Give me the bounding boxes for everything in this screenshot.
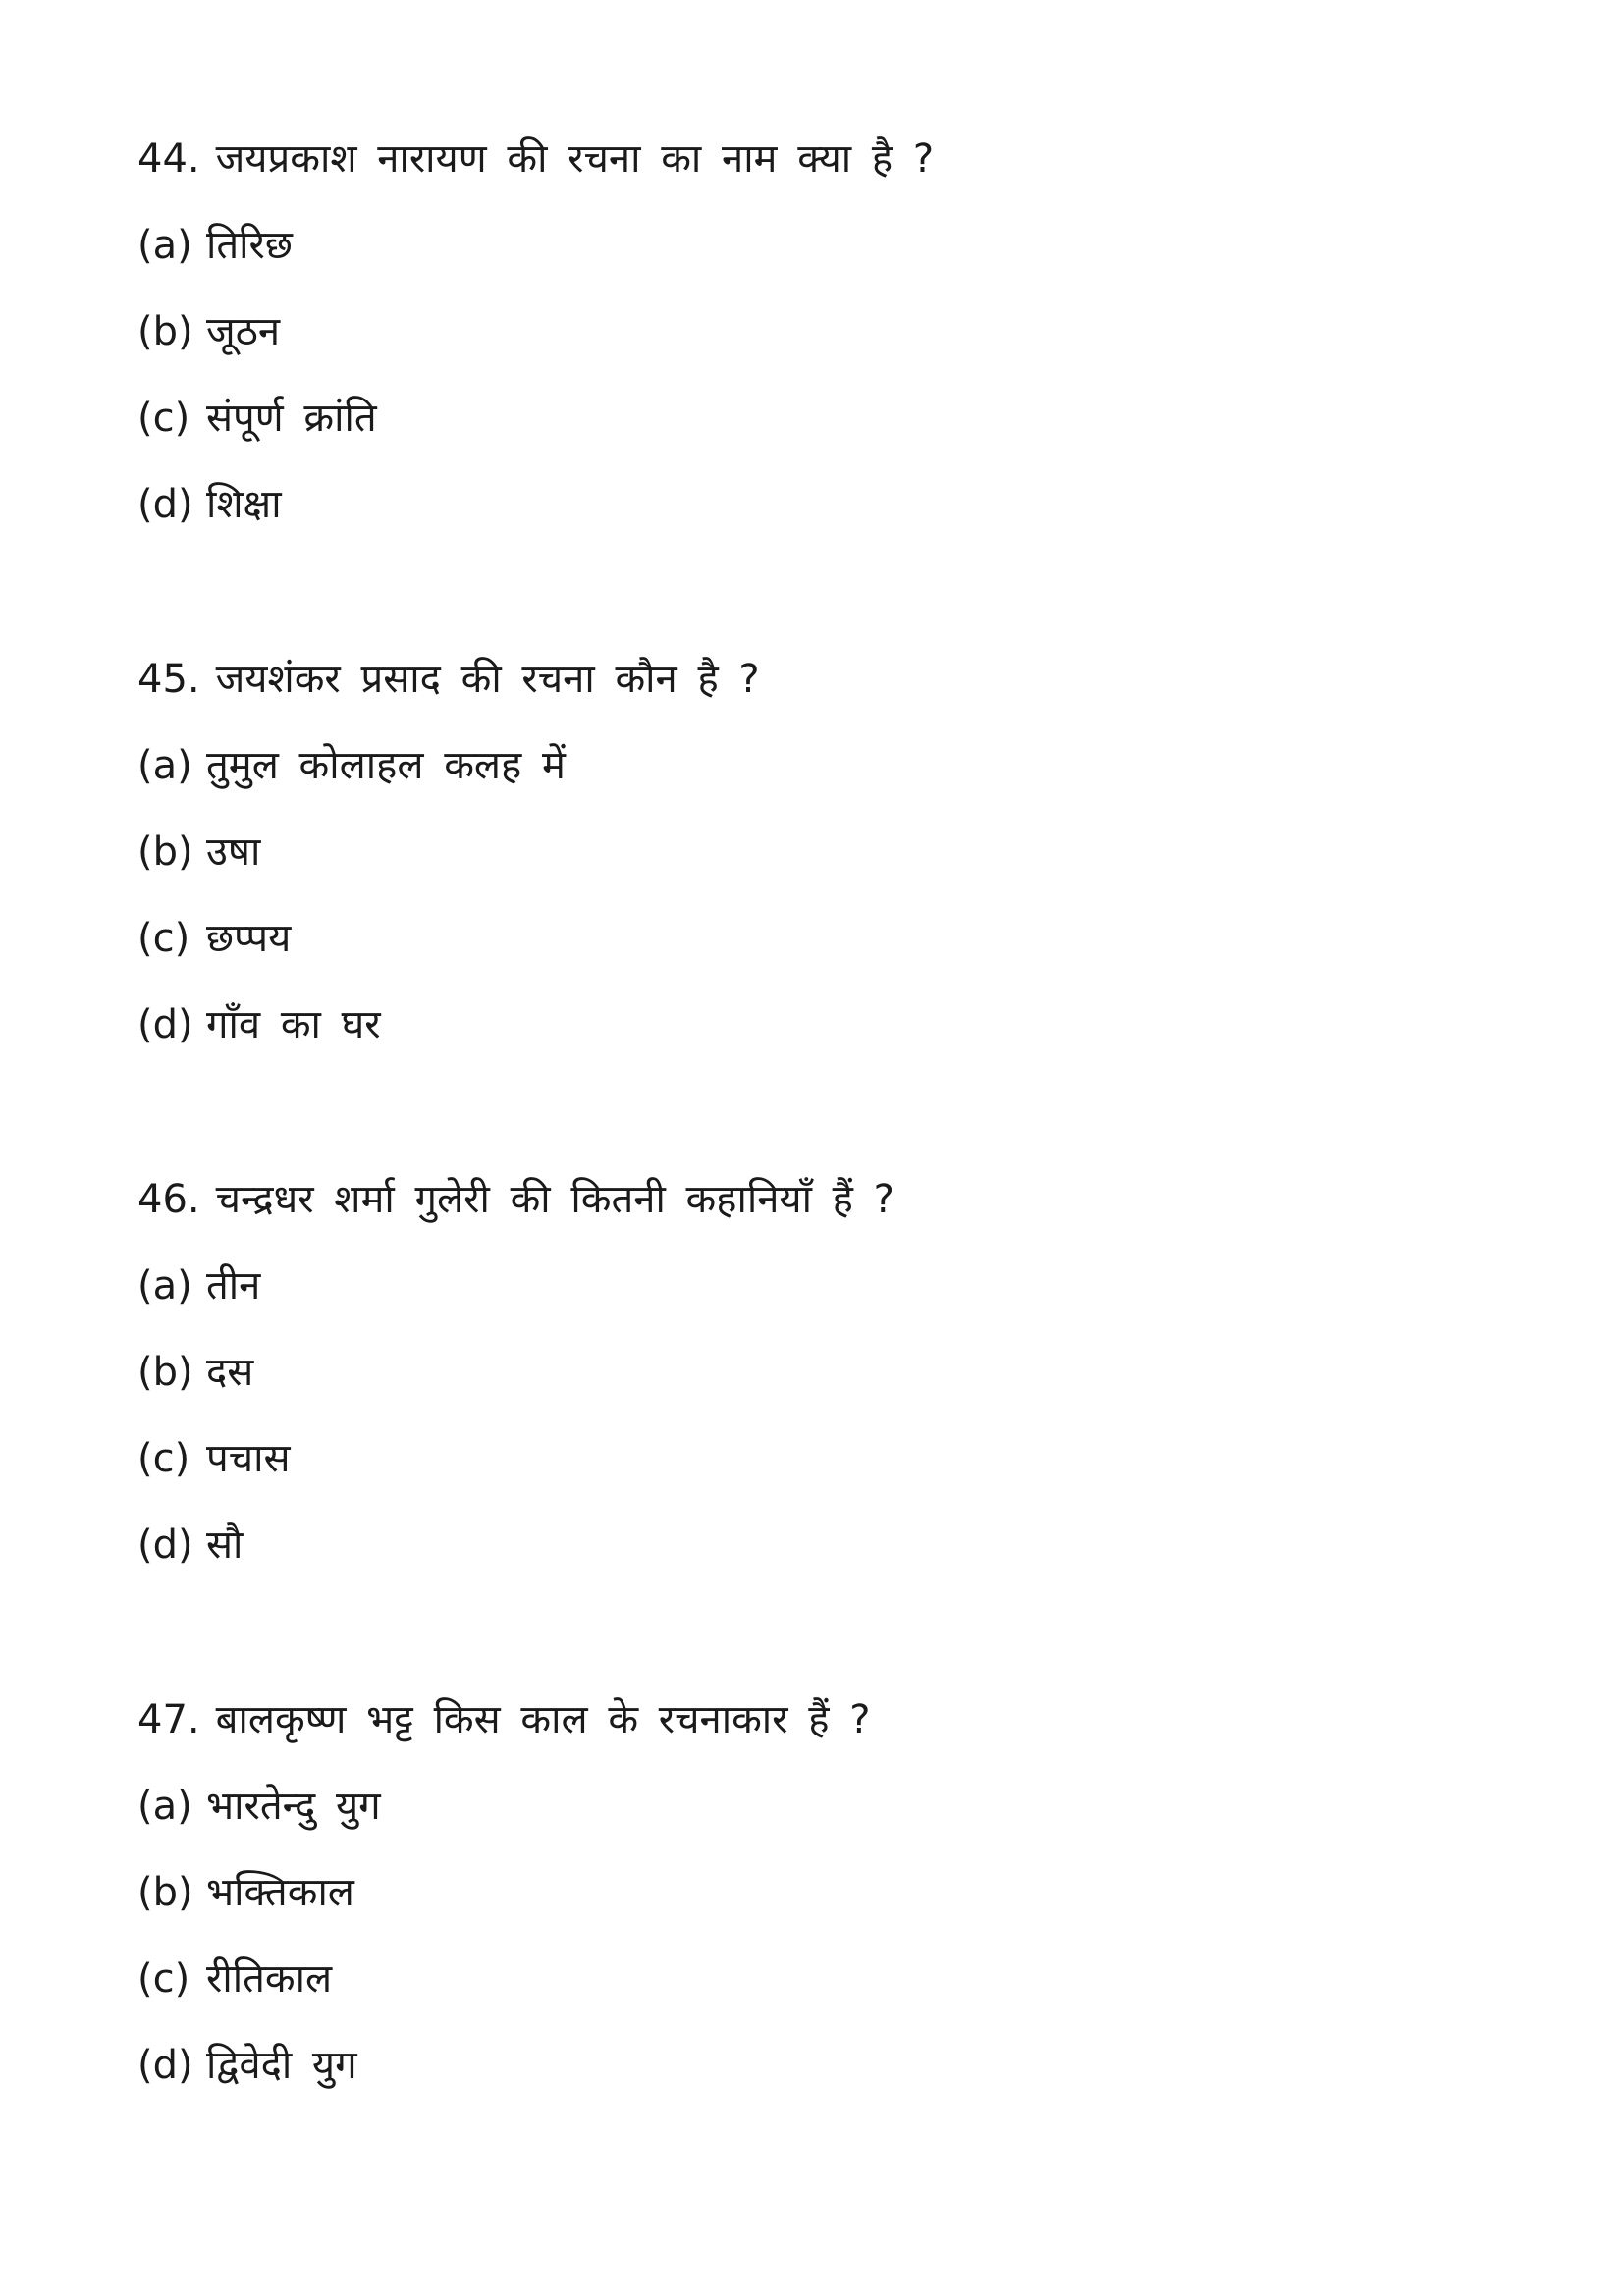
options-list <box>137 1763 1512 2109</box>
option-text: शिक्षा <box>206 482 282 527</box>
option-b[interactable] <box>137 1329 1512 1415</box>
question-45 <box>137 636 1512 1068</box>
options-list <box>137 1243 1512 1588</box>
option-label: (c) <box>137 396 190 441</box>
option-text: तिरिछ <box>206 223 293 268</box>
option-d[interactable] <box>137 1502 1512 1588</box>
option-label: (b) <box>137 1350 193 1395</box>
option-b[interactable] <box>137 809 1512 895</box>
option-text: तीन <box>206 1263 261 1308</box>
question-text: जयशंकर प्रसाद की रचना कौन है ? <box>215 657 760 702</box>
option-d[interactable] <box>137 982 1512 1068</box>
question-text: बालकृष्ण भट्ट किस काल के रचनाकार हैं ? <box>215 1697 871 1742</box>
option-c[interactable] <box>137 375 1512 461</box>
option-label: (a) <box>137 1784 192 1829</box>
option-label: (d) <box>137 1002 193 1047</box>
option-c[interactable] <box>137 1415 1512 1502</box>
option-b[interactable] <box>137 289 1512 375</box>
option-text: भारतेन्दु युग <box>206 1784 381 1829</box>
option-text: उषा <box>206 829 261 875</box>
option-label: (c) <box>137 1436 190 1481</box>
option-text: भक्तिकाल <box>206 1870 354 1915</box>
question-text: चन्द्रधर शर्मा गुलेरी की कितनी कहानियाँ हैं ? <box>215 1177 894 1222</box>
question-number: 47. <box>137 1697 200 1742</box>
option-text: छप्पय <box>206 916 292 961</box>
option-label: (a) <box>137 743 192 788</box>
option-a[interactable] <box>137 1243 1512 1329</box>
question-number: 44. <box>137 136 200 182</box>
option-d[interactable] <box>137 461 1512 548</box>
question-number: 45. <box>137 657 200 702</box>
option-text: द्विवेदी युग <box>206 2043 357 2088</box>
option-label: (a) <box>137 223 192 268</box>
option-label: (d) <box>137 482 193 527</box>
option-text: तुमुल कोलाहल कलह में <box>206 743 566 788</box>
option-label: (b) <box>137 309 193 354</box>
option-c[interactable] <box>137 895 1512 982</box>
question-44 <box>137 116 1512 548</box>
option-label: (d) <box>137 2043 193 2088</box>
question-stem <box>137 116 1512 202</box>
option-label: (b) <box>137 829 193 875</box>
question-number: 46. <box>137 1177 200 1222</box>
options-list <box>137 202 1512 548</box>
option-text: रीतिकाल <box>206 1956 333 2002</box>
option-a[interactable] <box>137 1763 1512 1849</box>
options-list <box>137 722 1512 1068</box>
question-stem <box>137 1677 1512 1763</box>
option-label: (a) <box>137 1263 192 1308</box>
question-stem <box>137 636 1512 722</box>
option-label: (d) <box>137 1522 193 1568</box>
option-b[interactable] <box>137 1849 1512 1936</box>
option-label: (c) <box>137 1956 190 2002</box>
option-a[interactable] <box>137 202 1512 289</box>
option-a[interactable] <box>137 722 1512 809</box>
question-text: जयप्रकाश नारायण की रचना का नाम क्या है ? <box>215 136 935 182</box>
option-d[interactable] <box>137 2022 1512 2109</box>
option-text: जूठन <box>206 309 281 354</box>
option-text: संपूर्ण क्रांति <box>206 396 377 441</box>
question-47 <box>137 1677 1512 2109</box>
option-text: पचास <box>206 1436 291 1481</box>
question-stem <box>137 1156 1512 1243</box>
option-c[interactable] <box>137 1936 1512 2022</box>
option-text: सौ <box>206 1522 244 1568</box>
option-text: दस <box>206 1350 254 1395</box>
option-label: (c) <box>137 916 190 961</box>
option-text: गाँव का घर <box>206 1002 381 1047</box>
option-label: (b) <box>137 1870 193 1915</box>
question-46 <box>137 1156 1512 1588</box>
